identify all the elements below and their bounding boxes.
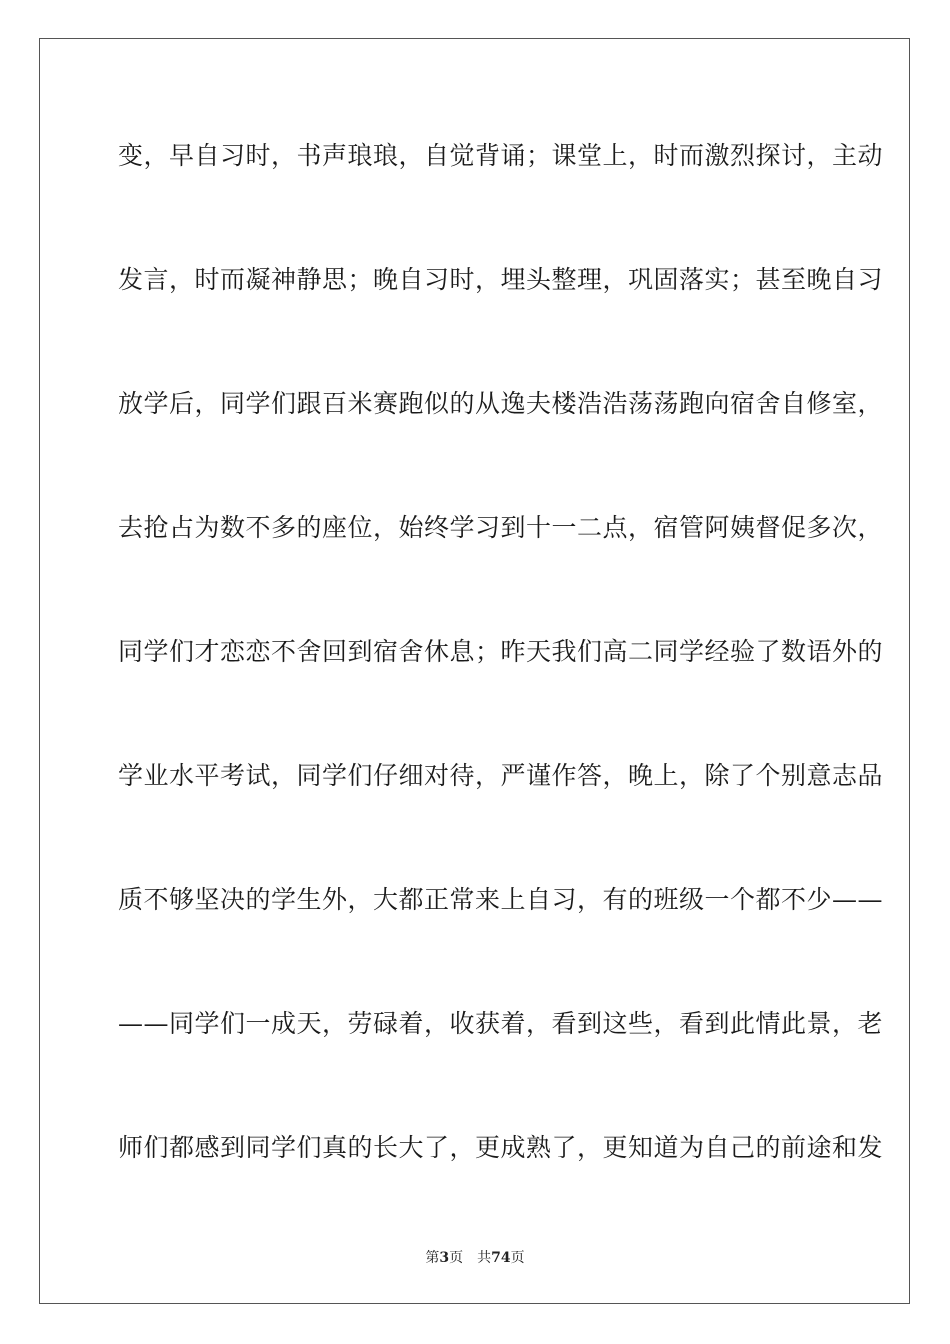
total-suffix: 页: [510, 1250, 525, 1266]
text-line: 变，早自习时，书声琅琅，自觉背诵；课堂上，时而激烈探讨，主动: [118, 141, 884, 170]
total-pages: 74: [491, 1250, 511, 1266]
page-number: 3: [439, 1250, 450, 1266]
text-line: 师们都感到同学们真的长大了，更成熟了，更知道为自己的前途和发: [118, 1133, 884, 1162]
total-prefix: 共: [477, 1250, 492, 1266]
text-line: 放学后，同学们跟百米赛跑似的从逸夫楼浩浩荡荡跑向宿舍自修室，: [118, 389, 884, 418]
text-line: 去抢占为数不多的座位，始终学习到十一二点，宿管阿姨督促多次，: [118, 513, 884, 542]
text-line: 质不够坚决的学生外，大都正常来上自习，有的班级一个都不少——: [118, 885, 884, 914]
page-suffix: 页: [449, 1250, 464, 1266]
text-line: 发言，时而凝神静思；晚自习时，埋头整理，巩固落实；甚至晚自习: [118, 265, 884, 294]
text-line: ——同学们一成天，劳碌着，收获着，看到这些，看到此情此景，老: [118, 1009, 884, 1038]
text-line: 学业水平考试，同学们仔细对待，严谨作答，晚上，除了个别意志品: [118, 761, 884, 790]
page-prefix: 第: [425, 1250, 440, 1266]
document-body: [118, 125, 884, 1241]
page-footer: [0, 1247, 950, 1267]
text-line: 同学们才恋恋不舍回到宿舍休息；昨天我们高二同学经验了数语外的: [118, 637, 884, 666]
